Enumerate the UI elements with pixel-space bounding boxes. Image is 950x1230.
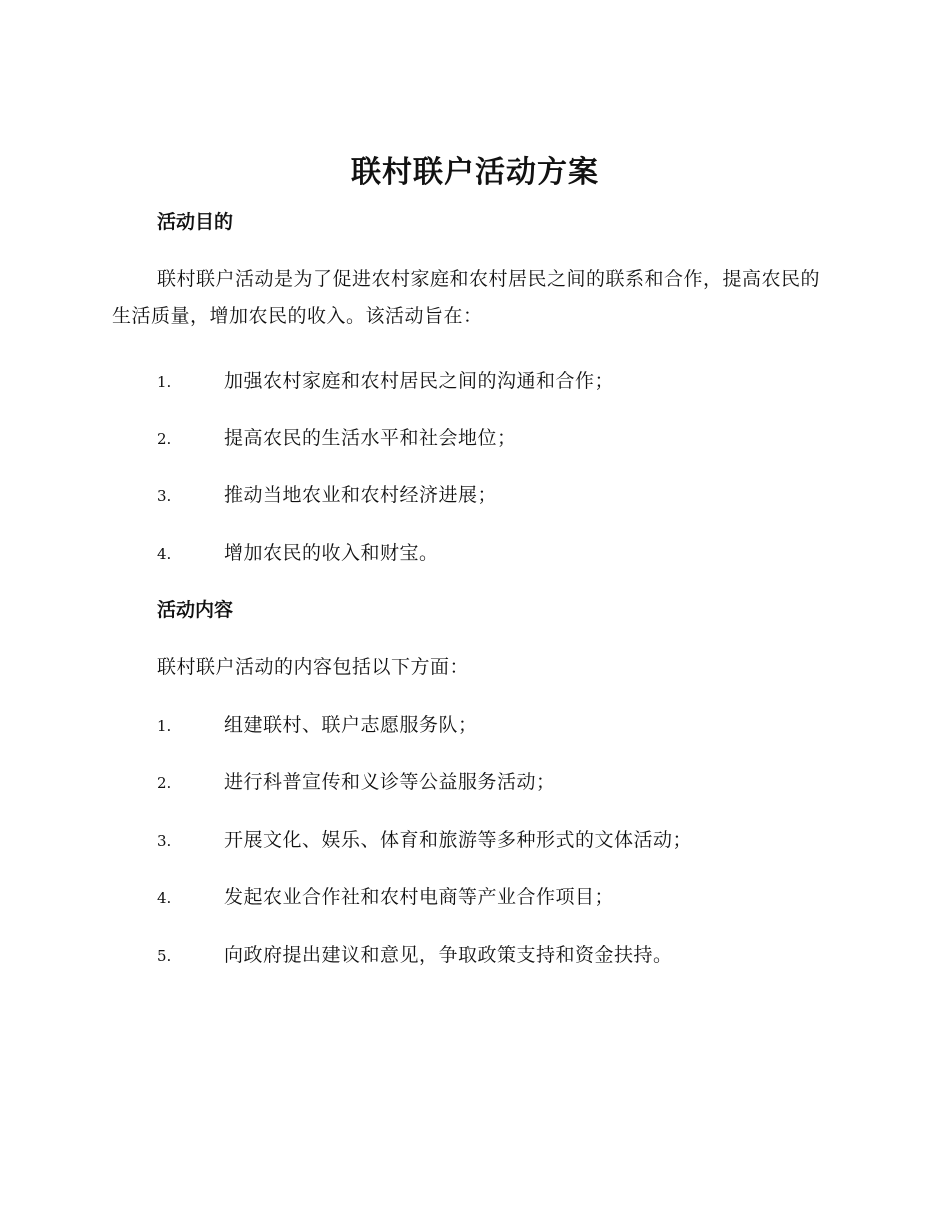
list-number: 2.: [157, 774, 172, 792]
list-number: 1.: [157, 717, 172, 735]
list-item: [157, 711, 857, 739]
list-text: 提高农民的生活水平和社会地位；: [224, 427, 517, 449]
list-number: 3.: [157, 832, 172, 850]
list-text: 加强农村家庭和农村居民之间的沟通和合作；: [224, 370, 615, 392]
list-number: 4.: [157, 545, 172, 563]
list-item: [157, 941, 857, 969]
list-text: 发起农业合作社和农村电商等产业合作项目；: [224, 886, 615, 908]
section-heading-purpose: 活动目的: [157, 211, 234, 233]
list-text: 组建联村、联户志愿服务队；: [224, 714, 478, 736]
list-item: [157, 826, 857, 854]
section-heading-content: 活动内容: [157, 599, 234, 621]
list-text: 开展文化、娱乐、体育和旅游等多种形式的文体活动；: [224, 829, 693, 851]
list-number: 3.: [157, 487, 172, 505]
list-item: [157, 883, 857, 911]
list-item: [157, 539, 857, 567]
purpose-paragraph: 联村联户活动是为了促进农村家庭和农村居民之间的联系和合作，提高农民的生活质量，增加农民的收入。该活动旨在：: [112, 268, 821, 327]
list-number: 1.: [157, 373, 172, 391]
content-intro: 联村联户活动的内容包括以下方面：: [157, 656, 470, 678]
document-title: 联村联户活动方案: [351, 155, 599, 190]
list-text: 增加农民的收入和财宝。: [224, 542, 439, 564]
list-number: 2.: [157, 430, 172, 448]
list-text: 推动当地农业和农村经济进展；: [224, 484, 498, 506]
list-text: 向政府提出建议和意见，争取政策支持和资金扶持。: [224, 944, 673, 966]
list-item: [157, 367, 857, 395]
list-item: [157, 424, 857, 452]
list-item: [157, 481, 857, 509]
list-number: 4.: [157, 889, 172, 907]
list-number: 5.: [157, 947, 172, 965]
list-text: 进行科普宣传和义诊等公益服务活动；: [224, 771, 556, 793]
list-item: [157, 768, 857, 796]
